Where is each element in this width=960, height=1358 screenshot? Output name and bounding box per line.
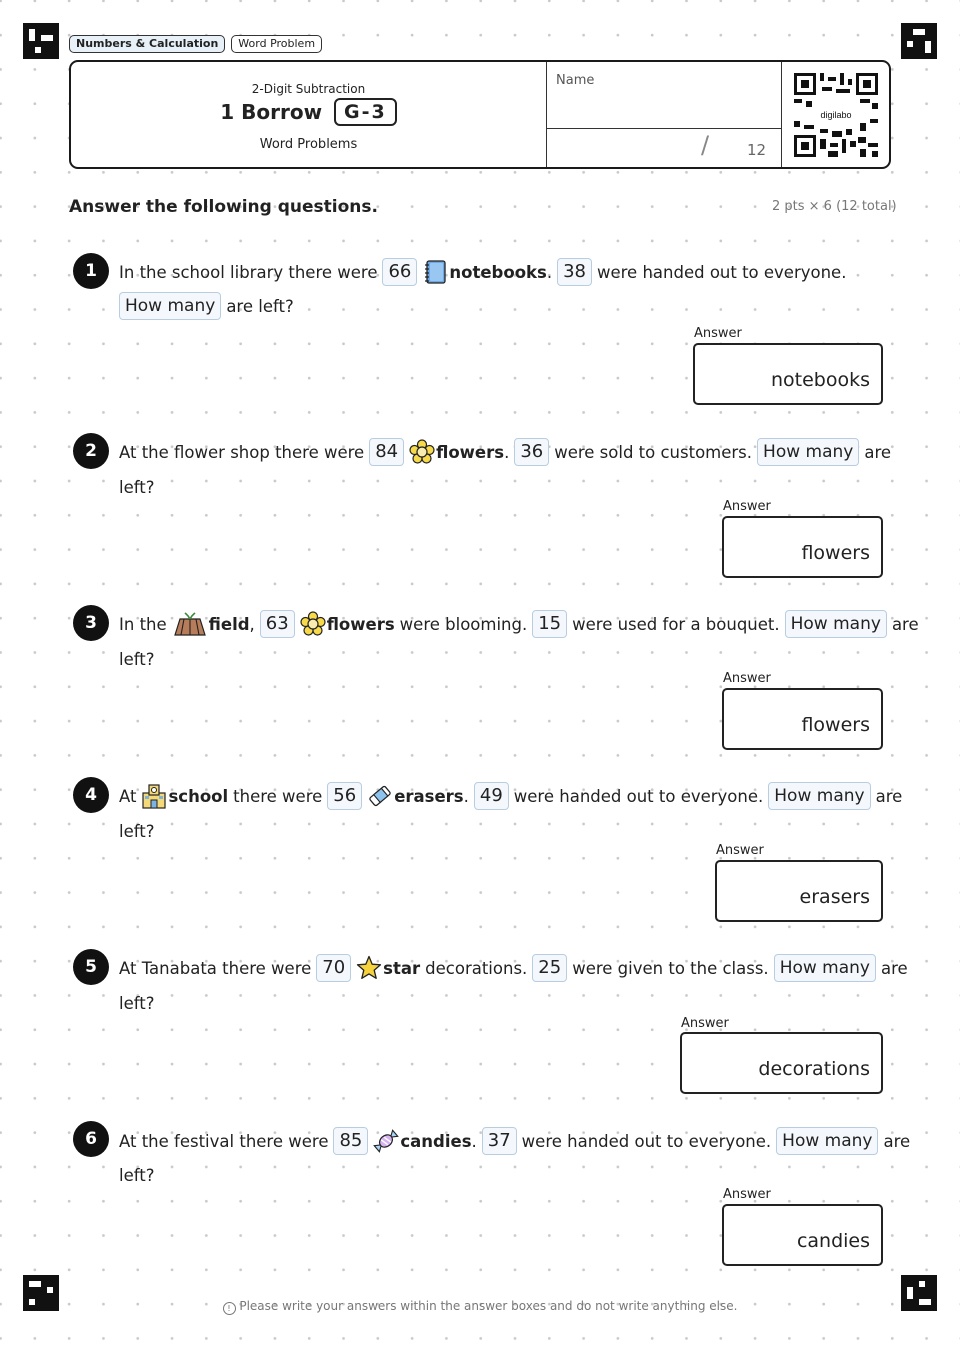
question-text: are: [875, 786, 903, 806]
eraser-icon: [367, 783, 393, 809]
punctuation: .: [463, 786, 469, 806]
question-4-line-2: [119, 816, 159, 846]
punctuation: .: [471, 1131, 477, 1151]
subtract-count: 25: [532, 954, 567, 982]
answer-unit: flowers: [801, 542, 870, 564]
question-2-line-1: [119, 437, 896, 467]
question-text: At the festival there were: [119, 1131, 329, 1151]
how-many-highlight: How many: [768, 782, 870, 810]
title-block: [71, 62, 547, 167]
name-field[interactable]: [547, 62, 781, 129]
score-field[interactable]: [547, 129, 781, 167]
answer-label: Answer: [723, 499, 771, 514]
question-2-line-2: [119, 472, 159, 502]
tag-category: Numbers & Calculation: [69, 35, 225, 53]
answer-label: Answer: [723, 1187, 771, 1202]
candy-icon: [373, 1128, 399, 1154]
how-many-highlight: How many: [774, 954, 876, 982]
question-5-line-1: [119, 953, 913, 983]
score-slash: /: [701, 131, 710, 159]
question-4-line-1: [119, 781, 907, 811]
item-name: candies: [400, 1131, 472, 1151]
question-text: were used for a bouquet.: [572, 614, 780, 634]
question-6-line-1: [119, 1126, 915, 1156]
question-3-line-2: [119, 644, 159, 674]
how-many-highlight: How many: [757, 438, 859, 466]
subtract-count: 49: [474, 782, 509, 810]
name-label: Name: [556, 73, 595, 88]
how-many-highlight: How many: [776, 1127, 878, 1155]
answer-unit: decorations: [758, 1058, 870, 1080]
question-text: are: [891, 614, 919, 634]
punctuation: .: [504, 442, 510, 462]
answer-label: Answer: [694, 326, 742, 341]
title-row: [71, 98, 546, 126]
info-icon: !: [223, 1302, 236, 1315]
punctuation: ,: [249, 614, 255, 634]
answer-unit: erasers: [799, 886, 870, 908]
subtract-count: 15: [532, 610, 567, 638]
question-number: 3: [73, 605, 109, 641]
question-number: 1: [73, 253, 109, 289]
question-text: decorations.: [425, 958, 528, 978]
worksheet-header: [69, 60, 891, 169]
question-text: left?: [119, 821, 155, 841]
total-count: 66: [382, 258, 417, 286]
question-text: left?: [119, 649, 155, 669]
how-many-highlight: How many: [119, 292, 221, 320]
question-text: were handed out to everyone.: [521, 1131, 772, 1151]
question-text: are: [883, 1131, 911, 1151]
item-name: star: [383, 958, 421, 978]
question-text: are: [881, 958, 908, 978]
punctuation: .: [546, 262, 553, 282]
subtract-count: 36: [514, 438, 549, 466]
question-text: are left?: [226, 296, 294, 316]
answer-box-1[interactable]: [693, 343, 883, 405]
question-number: 6: [73, 1121, 109, 1157]
question-3-line-1: [119, 609, 924, 639]
answer-label: Answer: [681, 1016, 729, 1031]
answer-unit: flowers: [801, 714, 870, 736]
question-1-line-2: [119, 291, 299, 321]
score-total: 12: [747, 141, 767, 159]
question-text: were handed out to everyone.: [596, 262, 847, 282]
answer-unit: candies: [796, 1230, 870, 1252]
item-name: notebooks: [449, 262, 547, 282]
worksheet-subtitle: 2-Digit Subtraction: [251, 82, 366, 96]
answer-box-6[interactable]: [722, 1204, 883, 1266]
question-5-line-2: [119, 988, 159, 1018]
answer-box-3[interactable]: [722, 688, 883, 750]
category-tags: [69, 35, 322, 53]
qr-code-icon: [794, 73, 878, 157]
flower-icon: [409, 439, 435, 465]
location-name: field: [208, 614, 250, 634]
flower-icon: [300, 611, 326, 637]
location-name: school: [168, 786, 229, 806]
worksheet-type: Word Problems: [259, 137, 358, 152]
instructions: Answer the following questions.: [69, 197, 378, 217]
footer-note: [0, 1299, 960, 1315]
question-text: left?: [119, 1165, 155, 1185]
question-text: At: [119, 786, 137, 806]
question-number: 4: [73, 777, 109, 813]
footer-text: Please write your answers within the answer boxes and do not write anything else.: [239, 1299, 738, 1313]
total-count: 85: [333, 1127, 368, 1155]
school-icon: [141, 783, 167, 809]
answer-unit: notebooks: [770, 369, 870, 391]
subtract-count: 37: [482, 1127, 517, 1155]
qr-label: digilabo: [820, 110, 852, 120]
question-1-line-1: [119, 257, 851, 287]
grade-badge: G-3: [334, 98, 397, 126]
tag-type: Word Problem: [231, 35, 322, 53]
answer-box-2[interactable]: [722, 516, 883, 578]
qr-cell: [781, 62, 890, 167]
answer-label: Answer: [716, 843, 764, 858]
subtract-count: 38: [557, 258, 592, 286]
question-text: At the flower shop there were: [119, 442, 365, 462]
total-count: 56: [327, 782, 362, 810]
question-text: were sold to customers.: [554, 442, 753, 462]
total-count: 63: [260, 610, 295, 638]
field-icon: [172, 611, 208, 637]
question-text: In the: [119, 614, 167, 634]
question-text: there were: [233, 786, 323, 806]
question-text: left?: [119, 477, 155, 497]
question-number: 2: [73, 433, 109, 469]
question-text: were blooming.: [399, 614, 528, 634]
star-icon: [356, 955, 382, 981]
question-text: were handed out to everyone.: [513, 786, 764, 806]
notebook-icon: [422, 259, 448, 285]
corner-marker-top-right: [901, 23, 937, 59]
worksheet-title: 1 Borrow: [220, 100, 323, 124]
question-text: are: [864, 442, 892, 462]
answer-box-4[interactable]: [715, 860, 883, 922]
question-text: In the school library there were: [119, 262, 378, 282]
item-name: erasers: [394, 786, 464, 806]
item-name: flowers: [436, 442, 505, 462]
answer-label: Answer: [723, 671, 771, 686]
question-text: At Tanabata there were: [119, 958, 312, 978]
question-6-line-2: [119, 1160, 159, 1190]
answer-box-5[interactable]: [680, 1032, 883, 1094]
total-count: 70: [316, 954, 351, 982]
question-number: 5: [73, 949, 109, 985]
question-text: left?: [119, 993, 155, 1013]
how-many-highlight: How many: [785, 610, 887, 638]
item-name: flowers: [326, 614, 395, 634]
points-info: 2 pts × 6 (12 total): [772, 199, 897, 214]
question-text: were given to the class.: [572, 958, 769, 978]
corner-marker-top-left: [23, 23, 59, 59]
total-count: 84: [369, 438, 404, 466]
